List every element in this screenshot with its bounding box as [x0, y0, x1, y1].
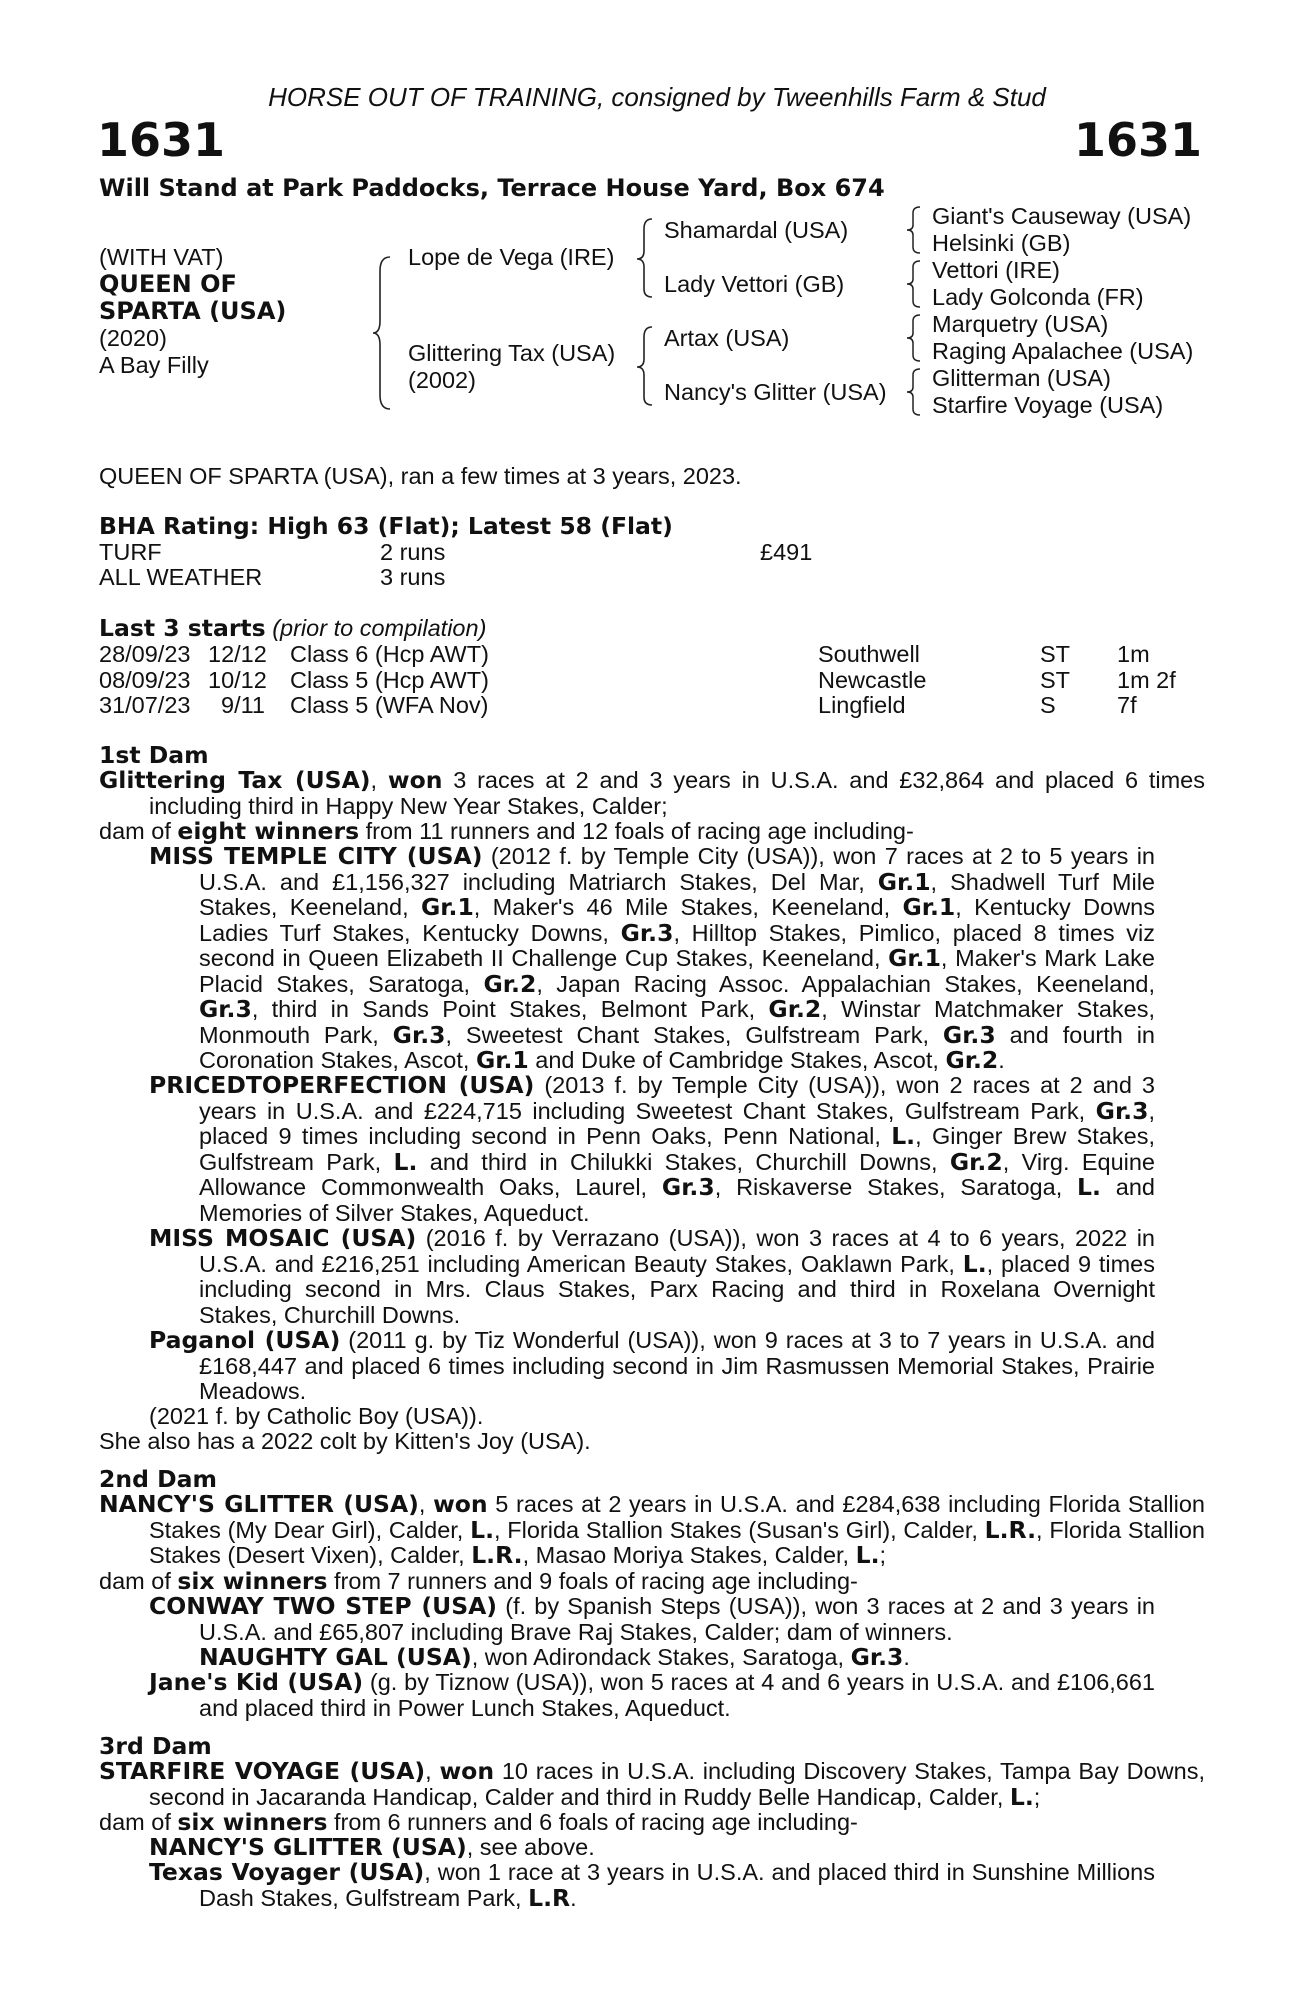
grade-label: Gr.2	[768, 995, 822, 1023]
progeny-text: , Kentucky Downs Ladies Turf Stakes, Kentucky Downs,	[199, 894, 1155, 946]
grade-label: Gr.1	[420, 893, 474, 921]
second-dam-produce-line	[99, 1569, 1205, 1595]
vat-status: (WITH VAT)	[99, 244, 224, 270]
first-dam-name: Glittering Tax (USA)	[99, 766, 371, 794]
progeny-name: Jane's Kid (USA)	[149, 1668, 364, 1696]
start-row-distance: 7f	[1117, 692, 1137, 718]
lot-number-right: 1631	[1073, 113, 1202, 167]
grade-label: Gr.3	[661, 1173, 715, 1201]
progeny-text: , Ginger Brew Stakes, Gulfstream Park,	[199, 1123, 1155, 1175]
pedigree-g3: Vettori (IRE)	[932, 257, 1060, 283]
progeny-text: , Maker's 46 Mile Stakes, Keeneland,	[473, 894, 903, 920]
grade-label: Gr.2	[483, 969, 537, 998]
grade-label: Gr.3	[620, 918, 674, 947]
progeny-entry	[149, 1328, 1155, 1405]
grade-label: L.	[470, 1515, 494, 1544]
dam-of-prefix: dam of	[99, 1568, 178, 1594]
first-dam-closing: She also has a 2022 colt by Kitten's Joy (USA).	[99, 1428, 591, 1454]
dam-of-suffix: from 11 runners and 12 foals of racing age including-	[359, 818, 914, 844]
grade-label: L.R.	[471, 1541, 523, 1569]
grade-label: L.	[393, 1147, 418, 1176]
start-row-going: S	[1040, 692, 1056, 718]
start-row-course: Southwell	[818, 641, 920, 667]
first-dam-produce-line	[99, 819, 1205, 845]
start-row-race: Class 5 (WFA Nov)	[290, 692, 489, 718]
pedigree-g1: Giant's Causeway (USA)	[932, 203, 1192, 229]
progeny-text: , Japan Racing Assoc. Appalachian Stakes, Keeneland,	[536, 970, 1156, 997]
pedigree-brace-dam	[634, 323, 656, 409]
grade-label: L.	[855, 1541, 880, 1569]
grade-label: L.R	[528, 1883, 571, 1912]
second-dam-name: NANCY'S GLITTER (USA)	[99, 1490, 419, 1518]
progeny-text: and third in Chilukki Stakes, Churchill Downs,	[417, 1148, 950, 1175]
grade-label: Gr.1	[888, 944, 941, 972]
grade-label: Gr.3	[850, 1643, 904, 1671]
second-dam-text: ;	[879, 1542, 887, 1568]
start-row-distance: 1m 2f	[1117, 667, 1176, 693]
pedigree-g2: Helsinki (GB)	[932, 230, 1071, 256]
start-row-date: 31/07/23	[99, 692, 191, 718]
grade-label: Gr.3	[942, 1020, 996, 1049]
progeny-text: and fourth in Coronation Stakes, Ascot,	[199, 1021, 1155, 1073]
pedigree-sire-dam: Lady Vettori (GB)	[664, 271, 845, 297]
start-row-pos: 12/12	[208, 641, 267, 667]
progeny-text: (g. by Tiznow (USA)), won 5 races at 4 and 6 years in U.S.A. and £106,661 and placed third in Power Lunch Stakes, Aqueduct.	[199, 1669, 1155, 1721]
foaling-year: (2020)	[99, 325, 167, 351]
start-row-race: Class 5 (Hcp AWT)	[290, 667, 489, 693]
second-dam-won: won	[433, 1490, 488, 1518]
pedigree-brace-g2	[904, 258, 924, 310]
grade-label: Gr.1	[877, 867, 931, 896]
progeny-text: and Duke of Cambridge Stakes, Ascot,	[528, 1047, 946, 1073]
grade-label: L.	[962, 1249, 987, 1278]
progeny-text: , Maker's Mark Lake Placid Stakes, Saratoga,	[199, 945, 1155, 997]
third-dam-text: 10 races in U.S.A. including Discovery Stakes, Tampa Bay Downs, second in Jacaranda Handicap, Calder and third in Ruddy Belle Handicap, Calder,	[149, 1758, 1206, 1810]
rating-surface-aw: ALL WEATHER	[99, 564, 263, 590]
progeny-entry	[149, 1860, 1155, 1911]
third-dam-produce-line	[99, 1810, 1205, 1836]
start-row-going: ST	[1040, 641, 1071, 667]
pedigree-g8: Starfire Voyage (USA)	[932, 392, 1164, 418]
winners-count: six winners	[177, 1808, 328, 1836]
progeny-entry	[149, 1073, 1155, 1226]
first-dam-text: 3 races at 2 and 3 years in U.S.A. and £32,864 and placed 6 times including third in Happy New Year Stakes, Calder;	[149, 767, 1205, 819]
progeny-name: NAUGHTY GAL (USA)	[199, 1643, 472, 1671]
rating-surface-turf: TURF	[99, 539, 162, 565]
progeny-text: .	[903, 1644, 910, 1670]
progeny-text: , Hilltop Stakes, Pimlico, placed 8 times viz second in Queen Elizabeth II Challenge Cup Stakes, Keeneland,	[199, 919, 1155, 971]
pedigree-brace-g1	[904, 204, 924, 256]
dam-of-prefix: dam of	[99, 818, 178, 844]
pedigree-sire-sire: Shamardal (USA)	[664, 217, 849, 243]
progeny-text: , see above.	[466, 1834, 595, 1860]
start-row-going: ST	[1040, 667, 1071, 693]
progeny-text: and Memories of Silver Stakes, Aqueduct.	[199, 1174, 1155, 1226]
pedigree-dam-year: (2002)	[408, 367, 476, 393]
progeny-text: , Virg. Equine Allowance Commonwealth Oaks, Laurel,	[199, 1148, 1155, 1200]
third-dam-text: ;	[1033, 1783, 1041, 1810]
progeny-text: (f. by Spanish Steps (USA)), won 3 races at 2 and 3 years in U.S.A. and £65,807 including Brave Raj Stakes, Calder; dam of winners.	[199, 1593, 1155, 1645]
pedigree-brace-g4	[904, 366, 924, 418]
lot-number-left: 1631	[97, 113, 226, 167]
second-dam-text: , Florida Stallion Stakes (Desert Vixen), Calder,	[149, 1516, 1205, 1568]
race-summary: QUEEN OF SPARTA (USA), ran a few times at 3 years, 2023.	[99, 463, 742, 489]
progeny-text: (2012 f. by Temple City (USA)), won 7 races at 2 to 5 years in U.S.A. and £1,156,327 including Matriarch Stakes, Del Mar,	[199, 843, 1155, 895]
third-dam-won: won	[439, 1757, 495, 1785]
start-row-course: Newcastle	[818, 667, 927, 693]
progeny-entry	[149, 1226, 1155, 1328]
progeny-text: , placed 9 times including second in Mrs. Claus Stakes, Parx Racing and third in Roxelana Overnight Stakes, Churchill Downs.	[199, 1250, 1155, 1328]
progeny-text: , Winstar Matchmaker Stakes, Monmouth Park,	[199, 996, 1155, 1048]
dam-of-prefix: dam of	[99, 1809, 178, 1835]
progeny-text: , won Adirondack Stakes, Saratoga,	[471, 1644, 851, 1670]
grade-label: Gr.3	[1095, 1096, 1149, 1125]
progeny-name: Texas Voyager (USA)	[149, 1858, 425, 1886]
pedigree-g7: Glitterman (USA)	[932, 365, 1111, 391]
pedigree-g5: Marquetry (USA)	[932, 311, 1109, 337]
last-starts-title: Last 3 starts	[99, 614, 266, 642]
rating-earnings-turf: £491	[760, 539, 813, 565]
progeny-name: MISS TEMPLE CITY (USA)	[149, 842, 483, 870]
start-row-date: 08/09/23	[99, 667, 191, 693]
progeny-text: (2011 g. by Tiz Wonderful (USA)), won 9 races at 3 to 7 years in U.S.A. and £168,447 and placed 6 times including second in Jim Rasmussen Memorial Stakes, Prairie Meadows.	[199, 1327, 1155, 1404]
progeny-text: (2016 f. by Verrazano (USA)), won 3 races at 4 to 6 years, 2022 in U.S.A. and £216,251 including American Beauty Stakes, Oaklawn Park,	[199, 1225, 1155, 1277]
progeny-entry-unnamed: (2021 f. by Catholic Boy (USA)).	[149, 1403, 484, 1429]
progeny-entry	[149, 1594, 1155, 1645]
progeny-text: .	[998, 1047, 1005, 1073]
grade-label: L.	[1077, 1173, 1101, 1201]
progeny-name: CONWAY TWO STEP (USA)	[149, 1592, 498, 1620]
progeny-text: .	[570, 1884, 577, 1911]
start-row-course: Lingfield	[818, 692, 906, 718]
grade-label: Gr.3	[392, 1020, 446, 1049]
last-starts-heading	[99, 616, 486, 642]
third-dam-paragraph: STARFIRE VOYAGE (USA), won 10 races in U.S.A. including Discovery Stakes, Tampa Bay Downs, second in Jacaranda Handicap, Calder and third in Ruddy Belle Handicap, Calder, L.;	[99, 1757, 1206, 1811]
progeny-text: , Shadwell Turf Mile Stakes, Keeneland,	[199, 868, 1155, 920]
rating-runs-aw: 3 runs	[380, 564, 446, 590]
pedigree-dam-dam: Nancy's Glitter (USA)	[664, 379, 887, 405]
pedigree-g6: Raging Apalachee (USA)	[932, 338, 1194, 364]
progeny-text: , Sweetest Chant Stakes, Gulfstream Park,	[445, 1021, 943, 1048]
grade-label: L.	[1009, 1782, 1034, 1811]
progeny-text: , Riskaverse Stakes, Saratoga,	[714, 1174, 1078, 1200]
start-row-distance: 1m	[1117, 641, 1150, 667]
grade-label: Gr.1	[475, 1046, 529, 1074]
progeny-entry	[149, 844, 1155, 1074]
pedigree-g4: Lady Golconda (FR)	[932, 284, 1144, 310]
pedigree-brace-sire	[634, 215, 656, 301]
grade-label: L.R.	[984, 1515, 1037, 1544]
second-dam-heading: 2nd Dam	[99, 1465, 217, 1493]
first-dam-heading: 1st Dam	[99, 741, 209, 769]
pedigree-brace-main	[372, 253, 394, 413]
dam-of-suffix: from 6 runners and 6 foals of racing age including-	[327, 1809, 858, 1835]
consignment-line: HORSE OUT OF TRAINING, consigned by Tweenhills Farm & Stud	[268, 82, 1046, 112]
start-row-pos: 10/12	[208, 667, 267, 693]
horse-description: A Bay Filly	[99, 352, 209, 378]
bha-rating-heading: BHA Rating: High 63 (Flat); Latest 58 (Flat)	[99, 512, 673, 540]
pedigree-dam-sire: Artax (USA)	[664, 325, 790, 351]
second-dam-paragraph: NANCY'S GLITTER (USA), won 5 races at 2 years in U.S.A. and £284,638 including Florida Stallion Stakes (My Dear Girl), Calder, L., Florida Stallion Stakes (Susan's Girl), Calder, L.R., Florida Stallion Stakes (Desert Vixen), Calder, L.R., Masao Moriya Stakes, Calder, L.;	[99, 1490, 1206, 1569]
second-dam-text: , Masao Moriya Stakes, Calder,	[522, 1542, 856, 1568]
pedigree-brace-g3	[904, 312, 924, 364]
grade-label: Gr.3	[199, 995, 252, 1023]
grand-progeny-entry	[199, 1645, 910, 1671]
pedigree-sire: Lope de Vega (IRE)	[408, 244, 615, 270]
progeny-text: (2013 f. by Temple City (USA)), won 2 races at 2 and 3 years in U.S.A. and £224,715 including Sweetest Chant Stakes, Gulfstream Park,	[199, 1072, 1156, 1124]
start-row-date: 28/09/23	[99, 641, 191, 667]
second-dam-text: 5 races at 2 years in U.S.A. and £284,638 including Florida Stallion Stakes (My Dear Girl), Calder,	[149, 1491, 1206, 1543]
horse-name-line1: QUEEN OF	[99, 270, 237, 298]
rating-runs-turf: 2 runs	[380, 539, 446, 565]
progeny-entry	[149, 1670, 1155, 1721]
progeny-text: , placed 9 times including second in Penn Oaks, Penn National,	[199, 1097, 1155, 1149]
progeny-entry	[149, 1835, 595, 1861]
start-row-race: Class 6 (Hcp AWT)	[290, 641, 489, 667]
progeny-name: PRICEDTOPERFECTION (USA)	[149, 1071, 535, 1099]
second-dam-text: , Florida Stallion Stakes (Susan's Girl), Calder,	[494, 1516, 985, 1543]
progeny-name: Paganol (USA)	[149, 1326, 341, 1354]
grade-label: L.	[891, 1122, 916, 1150]
progeny-text: , third in Sands Point Stakes, Belmont Park,	[251, 996, 769, 1022]
first-dam-paragraph: Glittering Tax (USA), won 3 races at 2 and 3 years in U.S.A. and £32,864 and placed 6 times including third in Happy New Year Stakes, Calder;	[99, 766, 1205, 819]
first-dam-won: won	[387, 766, 443, 794]
grade-label: Gr.1	[902, 893, 956, 921]
pedigree-dam: Glittering Tax (USA)	[408, 340, 616, 366]
third-dam-name: STARFIRE VOYAGE (USA)	[99, 1757, 426, 1785]
winners-count: six winners	[177, 1567, 328, 1595]
last-starts-note: (prior to compilation)	[272, 615, 487, 641]
start-row-pos: 9/11	[221, 692, 265, 718]
progeny-text: , won 1 race at 3 years in U.S.A. and placed third in Sunshine Millions Dash Stakes, Gulfstream Park,	[199, 1859, 1156, 1911]
third-dam-heading: 3rd Dam	[99, 1732, 212, 1760]
grade-label: Gr.2	[949, 1147, 1003, 1176]
dam-of-suffix: from 7 runners and 9 foals of racing age including-	[327, 1568, 858, 1594]
progeny-name: NANCY'S GLITTER (USA)	[149, 1833, 467, 1861]
progeny-name: MISS MOSAIC (USA)	[149, 1224, 417, 1252]
winners-count: eight winners	[177, 817, 360, 845]
horse-name-line2: SPARTA (USA)	[99, 297, 287, 325]
stabling-location: Will Stand at Park Paddocks, Terrace House Yard, Box 674	[99, 174, 885, 202]
grade-label: Gr.2	[945, 1046, 999, 1074]
